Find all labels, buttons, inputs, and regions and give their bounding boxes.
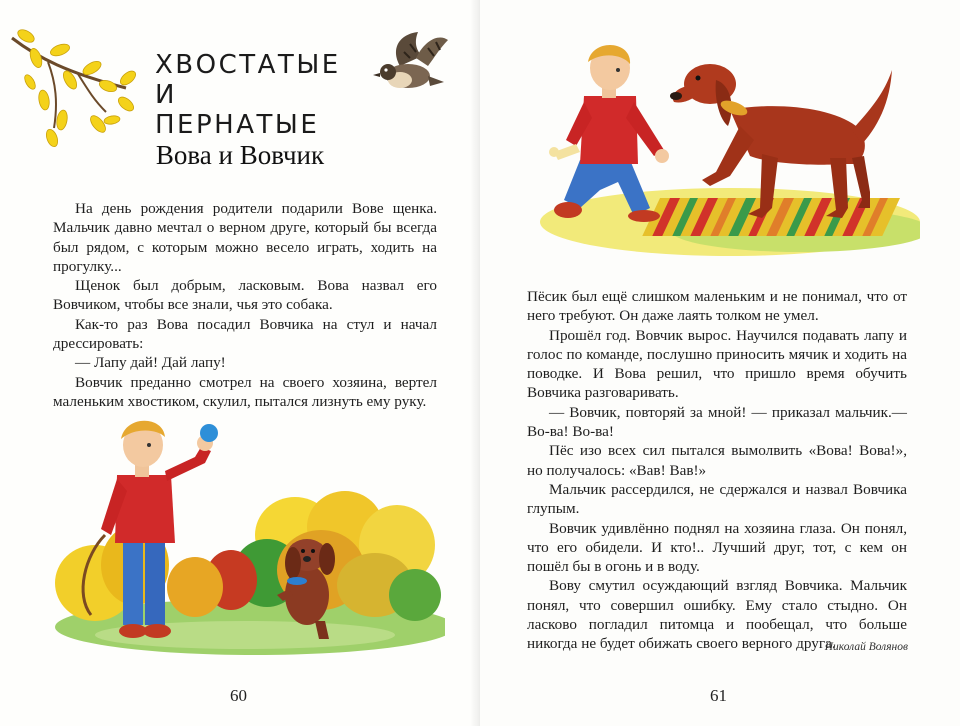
left-text-block (53, 199, 437, 411)
boy-and-puppy-illustration (45, 405, 445, 655)
boy-and-dog-illustration (540, 40, 920, 260)
autumn-branch-illustration (8, 28, 138, 148)
paragraph: Вовчик преданно смотрел на своего хозяина, вертел маленьким хвостиком, скулил, пытался лизнуть ему руку. (53, 373, 437, 410)
paragraph: На день рождения родители подарили Вове щенка. Мальчик давно мечтал о верном друге, который бы всегда был рядом, с которым можно весело играть, ходить на прогулку... (53, 200, 437, 275)
story-title: Вова и Вовчик (155, 140, 325, 170)
paragraph: Щенок был добрым, ласковым. Вова назвал его Вовчиком, чтобы все знали, чья это собака. (53, 277, 437, 314)
paragraph: Прошёл год. Вовчик вырос. Научился подавать лапу и голос по команде, послушно приносить мячик и ходить на поводке. И Вова решил, что пришло время обучить Вовчика разговаривать. (527, 326, 907, 402)
paragraph: Пёс изо всех сил пытался вымолвить «Вова! Вова!», но получалось: «Вав! Вав!» (527, 442, 907, 479)
paragraph: — Вовчик, повторяй за мной! — приказал мальчик.— Во-ва! Во-ва! (527, 403, 907, 441)
section-title-line-1: ХВОСТАТЫЕ (155, 50, 341, 80)
paragraph: Вовчик удивлённо поднял на хозяина глаза. Он понял, что его обидели. И кто!.. Лучший друг, тот, с кем он пошёл бы в огонь и в воду. (527, 519, 907, 576)
bird-illustration (370, 28, 450, 98)
section-title-line-2: И ПЕРНАТЫЕ (155, 80, 320, 140)
paragraph: Пёсик был ещё слишком маленьким и не понимал, что от него требуют. Он даже лаять толком не умел. (527, 288, 907, 325)
paragraph: — Лапу дай! Дай лапу! (75, 354, 226, 372)
section-title (155, 50, 345, 140)
right-text-block (527, 287, 907, 654)
paragraph: Как-то раз Вова посадил Вовчика на стул и начал дрессировать: (53, 315, 437, 353)
page-number-right: 61 (710, 686, 727, 705)
right-page (480, 0, 960, 726)
paragraph: Мальчик рассердился, не сдержался и назвал Вовчика глупым. (527, 480, 907, 518)
author-signature: Николай Волянов (824, 641, 908, 653)
paragraph: Вову смутил осуждающий взгляд Вовчика. Мальчик понял, что совершил ошибку. Ему стало стыдно. Он ласково погладил питомца и пообещал, что больше никогда не будет обижать своего верного друга. (527, 577, 907, 653)
page-number-left: 60 (230, 686, 247, 705)
